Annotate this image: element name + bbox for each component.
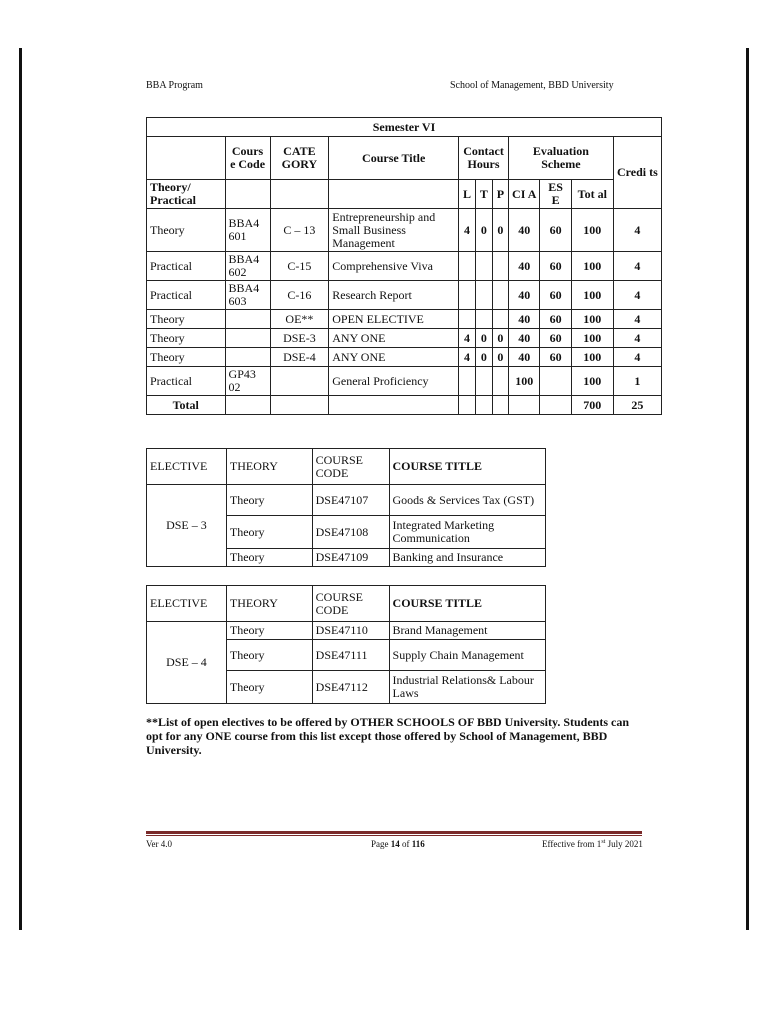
head-total: Tot al	[571, 180, 613, 209]
row-title: Brand Management	[389, 622, 545, 640]
head-t: T	[475, 180, 492, 209]
row-credits: 4	[613, 209, 661, 252]
row-p	[492, 281, 508, 310]
head-evaluation: Evaluation Scheme	[509, 137, 614, 180]
row-cia: 100	[509, 367, 540, 396]
table-row	[147, 281, 662, 310]
row-t: 0	[475, 329, 492, 348]
total-row	[147, 396, 662, 415]
row-p	[492, 310, 508, 329]
head-category: CATE GORY	[270, 137, 329, 180]
row-title: Integrated Marketing Communication	[389, 516, 546, 549]
row-t: 0	[475, 348, 492, 367]
row-code	[225, 348, 270, 367]
row-code: BBA4 601	[225, 209, 270, 252]
left-border-line	[19, 48, 22, 930]
row-cia: 40	[509, 209, 540, 252]
row-code: DSE47112	[312, 671, 389, 704]
row-l	[459, 281, 476, 310]
row-type: Theory	[147, 310, 226, 329]
total-value: 700	[571, 396, 613, 415]
row-title: Goods & Services Tax (GST)	[389, 485, 546, 516]
row-p: 0	[492, 329, 508, 348]
row-t	[475, 310, 492, 329]
row-p	[492, 252, 508, 281]
row-l	[459, 252, 476, 281]
row-ese: 60	[540, 252, 571, 281]
row-theory: Theory	[226, 640, 312, 671]
semester-title: Semester VI	[147, 118, 662, 137]
row-l: 4	[459, 209, 476, 252]
row-theory: Theory	[226, 516, 312, 549]
header-program: BBA Program	[146, 80, 203, 91]
semester-table	[146, 117, 662, 415]
page-total: 116	[411, 839, 425, 849]
row-credits: 1	[613, 367, 661, 396]
row-type: Theory	[147, 329, 226, 348]
row-title: Supply Chain Management	[389, 640, 545, 671]
row-l	[459, 367, 476, 396]
table-row	[147, 367, 662, 396]
row-category: C – 13	[270, 209, 329, 252]
row-type: Practical	[147, 281, 226, 310]
row-credits: 4	[613, 310, 661, 329]
row-ese	[540, 367, 571, 396]
head-code: COURSE CODE	[312, 586, 389, 622]
row-code: DSE47107	[312, 485, 389, 516]
head-elective: ELECTIVE	[147, 586, 227, 622]
dse3-elective-table	[146, 448, 546, 567]
effective-sup: st	[601, 839, 606, 845]
table-row	[147, 348, 662, 367]
row-p: 0	[492, 348, 508, 367]
head-title: COURSE TITLE	[389, 586, 545, 622]
row-l: 4	[459, 329, 476, 348]
footer-effective	[542, 839, 643, 849]
table-row	[147, 622, 546, 640]
row-title: OPEN ELECTIVE	[329, 310, 459, 329]
row-type: Theory	[147, 348, 226, 367]
head-theory: THEORY	[226, 449, 312, 485]
footer-page	[371, 839, 425, 849]
head-elective: ELECTIVE	[147, 449, 227, 485]
row-category	[270, 367, 329, 396]
effective-prefix: Effective from 1	[542, 839, 602, 849]
row-category: DSE-3	[270, 329, 329, 348]
table-row	[147, 310, 662, 329]
dse4-elective-table	[146, 585, 546, 704]
table-row	[147, 485, 546, 516]
head-code: COURSE CODE	[312, 449, 389, 485]
row-code: DSE47108	[312, 516, 389, 549]
table-row	[147, 329, 662, 348]
row-code: DSE47110	[312, 622, 389, 640]
row-title: Entrepreneurship and Small Business Management	[329, 209, 459, 252]
head-p: P	[492, 180, 508, 209]
row-l: 4	[459, 348, 476, 367]
row-total: 100	[571, 281, 613, 310]
row-cia: 40	[509, 252, 540, 281]
row-total: 100	[571, 329, 613, 348]
row-cia: 40	[509, 281, 540, 310]
row-ese: 60	[540, 281, 571, 310]
row-title: Comprehensive Viva	[329, 252, 459, 281]
row-p	[492, 367, 508, 396]
row-t: 0	[475, 209, 492, 252]
row-code: DSE47109	[312, 549, 389, 567]
dse3-label: DSE – 3	[147, 485, 227, 567]
row-total: 100	[571, 367, 613, 396]
head-title: COURSE TITLE	[389, 449, 546, 485]
row-total: 100	[571, 209, 613, 252]
head-l: L	[459, 180, 476, 209]
row-t	[475, 252, 492, 281]
head-course-code: Cours e Code	[225, 137, 270, 180]
total-credits: 25	[613, 396, 661, 415]
effective-suffix: July 2021	[605, 839, 643, 849]
head-course-title: Course Title	[329, 137, 459, 180]
row-category: C-15	[270, 252, 329, 281]
row-credits: 4	[613, 329, 661, 348]
footer-rule-thin	[146, 835, 642, 836]
row-ese: 60	[540, 209, 571, 252]
row-code: GP43 02	[225, 367, 270, 396]
row-theory: Theory	[226, 671, 312, 704]
open-elective-note: **List of open electives to be offered by OTHER SCHOOLS OF BBD University. Students can opt for any ONE course from this list except those offered by School of Management, BBD University.	[146, 715, 630, 757]
row-cia: 40	[509, 310, 540, 329]
row-title: ANY ONE	[329, 348, 459, 367]
dse4-label: DSE – 4	[147, 622, 227, 704]
row-total: 100	[571, 348, 613, 367]
row-type: Practical	[147, 252, 226, 281]
row-type: Theory	[147, 209, 226, 252]
row-code: BBA4 602	[225, 252, 270, 281]
row-category: DSE-4	[270, 348, 329, 367]
head-credits: Credi ts	[613, 137, 661, 209]
row-title: ANY ONE	[329, 329, 459, 348]
footer-version: Ver 4.0	[146, 839, 172, 849]
header-school: School of Management, BBD University	[450, 80, 614, 91]
row-credits: 4	[613, 348, 661, 367]
row-t	[475, 367, 492, 396]
row-credits: 4	[613, 281, 661, 310]
row-cia: 40	[509, 329, 540, 348]
row-category: OE**	[270, 310, 329, 329]
footer-rule	[146, 831, 642, 834]
row-title: Research Report	[329, 281, 459, 310]
page-prefix: Page	[371, 839, 391, 849]
row-total: 100	[571, 252, 613, 281]
row-title: Banking and Insurance	[389, 549, 546, 567]
row-ese: 60	[540, 310, 571, 329]
row-code	[225, 329, 270, 348]
table-row	[147, 209, 662, 252]
head-ese: ES E	[540, 180, 571, 209]
row-ese: 60	[540, 329, 571, 348]
row-theory: Theory	[226, 622, 312, 640]
head-type: Theory/ Practical	[147, 180, 226, 209]
row-code	[225, 310, 270, 329]
row-code: BBA4 603	[225, 281, 270, 310]
page-of: of	[399, 839, 412, 849]
row-category: C-16	[270, 281, 329, 310]
row-l	[459, 310, 476, 329]
right-border-line	[746, 48, 749, 930]
row-theory: Theory	[226, 485, 312, 516]
head-contact-hours: Contact Hours	[459, 137, 509, 180]
row-total: 100	[571, 310, 613, 329]
head-cia: CI A	[509, 180, 540, 209]
row-credits: 4	[613, 252, 661, 281]
head-theory: THEORY	[226, 586, 312, 622]
row-t	[475, 281, 492, 310]
row-type: Practical	[147, 367, 226, 396]
row-theory: Theory	[226, 549, 312, 567]
row-title: Industrial Relations& Labour Laws	[389, 671, 545, 704]
total-label: Total	[147, 396, 226, 415]
page-number: 14	[390, 839, 400, 849]
row-ese: 60	[540, 348, 571, 367]
row-p: 0	[492, 209, 508, 252]
row-cia: 40	[509, 348, 540, 367]
table-row	[147, 252, 662, 281]
row-code: DSE47111	[312, 640, 389, 671]
row-title: General Proficiency	[329, 367, 459, 396]
